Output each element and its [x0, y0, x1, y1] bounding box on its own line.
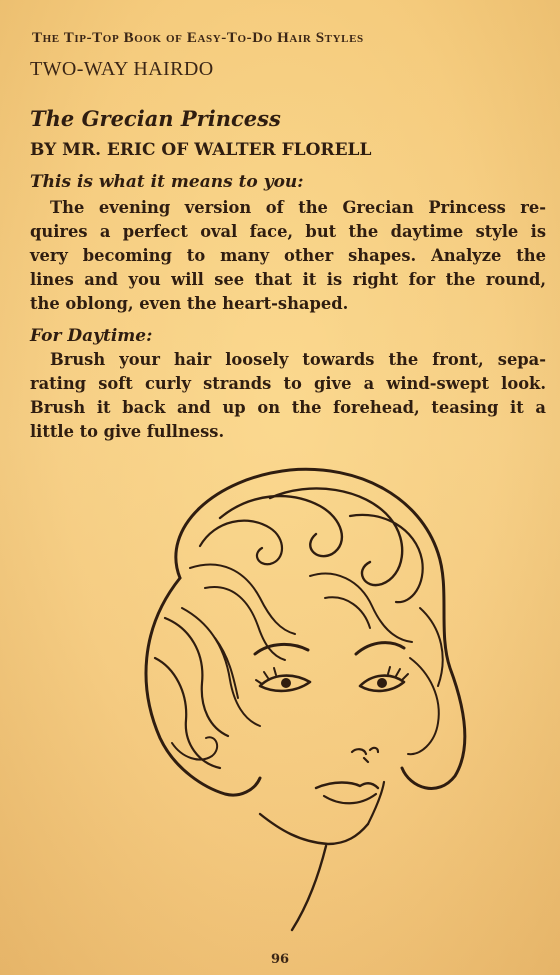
hair-strand — [205, 587, 285, 660]
neck — [292, 846, 326, 930]
left-eyebrow — [255, 644, 308, 654]
hair-curl — [200, 521, 282, 565]
nose — [352, 748, 378, 762]
daytime-paragraph — [30, 348, 546, 444]
hair-curl — [270, 488, 402, 585]
meaning-subheading: This is what it means to you: — [30, 172, 304, 192]
hair-curl — [172, 737, 217, 759]
paragraph-line: The evening version of the Grecian Princess re- — [50, 198, 546, 217]
hair-left-side — [146, 578, 260, 795]
daytime-subheading: For Daytime: — [30, 326, 153, 346]
right-pupil — [377, 678, 387, 688]
paragraph-line: little to give fullness. — [30, 422, 225, 441]
page-number: 96 — [270, 952, 290, 967]
paragraph-line: very becoming to many other shapes. Analyze the — [30, 246, 546, 265]
paragraph-line: rating soft curly strands to give a wind-swept look. — [30, 374, 546, 393]
hairstyle-illustration — [120, 458, 500, 938]
lower-lip — [324, 794, 376, 803]
left-pupil — [281, 678, 291, 688]
running-head: The Tip-Top Book of Easy-To-Do Hair Styles — [32, 30, 364, 46]
paragraph-line: quires a perfect oval face, but the daytime style is — [30, 222, 546, 241]
upper-lip — [316, 783, 378, 789]
hair-strand — [408, 658, 439, 754]
byline: BY MR. ERIC OF WALTER FLORELL — [30, 140, 372, 160]
hair-strand — [155, 658, 220, 768]
hair-strand — [215, 638, 238, 698]
hair-strand — [325, 597, 370, 628]
paragraph-line: the oblong, even the heart-shaped. — [30, 294, 349, 313]
hair-strand — [182, 608, 260, 726]
paragraph-line: Brush it back and up on the forehead, teasing it a — [30, 398, 546, 417]
style-name-heading: The Grecian Princess — [30, 106, 281, 131]
chin — [368, 782, 384, 824]
hair-strand — [420, 608, 443, 686]
section-title: TWO-WAY HAIRDO — [30, 58, 214, 80]
hair-strand — [310, 574, 412, 642]
meaning-paragraph — [30, 196, 546, 316]
paragraph-line: lines and you will see that it is right for the round, — [30, 270, 546, 289]
right-eyebrow — [356, 643, 404, 654]
paragraph-line: Brush your hair loosely towards the front, sepa- — [50, 350, 546, 369]
jaw-line — [260, 814, 368, 844]
